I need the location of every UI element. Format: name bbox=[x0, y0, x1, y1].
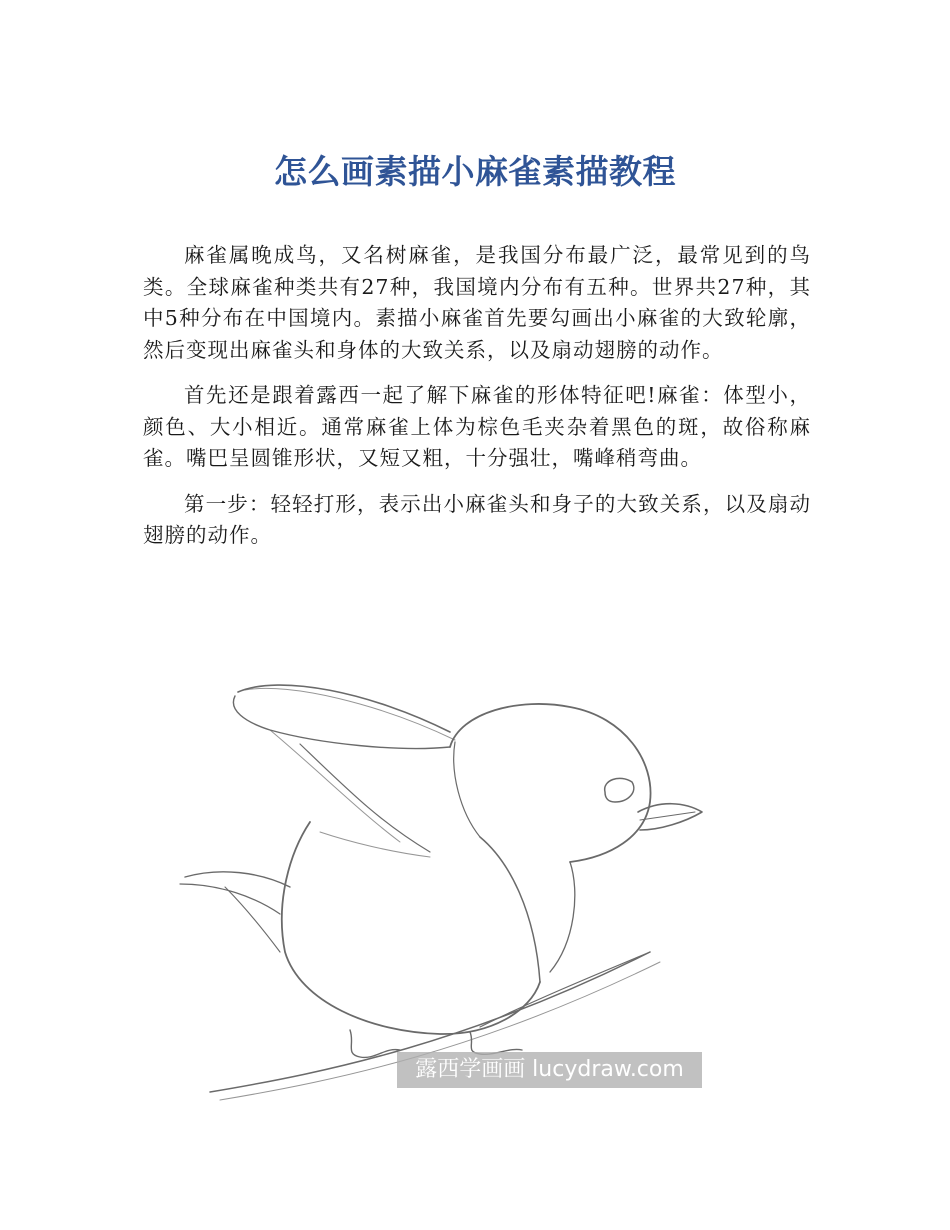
sparrow-sketch-figure bbox=[150, 652, 710, 1102]
paragraph-step-one: 第一步：轻轻打形，表示出小麻雀头和身子的大致关系，以及扇动翅膀的动作。 bbox=[143, 491, 811, 547]
watermark: 露西学画画 lucydraw.com bbox=[397, 1052, 702, 1088]
sparrow-sketch-image bbox=[150, 652, 710, 1102]
paragraph-intro: 麻雀属晚成鸟，又名树麻雀，是我国分布最广泛，最常见到的鸟类。全球麻雀种类共有27种，我国境内分布有五种。世界共27种，其中5种分布在中国境内。素描小麻雀首先要勾画出小麻雀的大致轮廓，然后变现出麻雀头和身体的大致关系，以及扇动翅膀的动作。 bbox=[143, 243, 811, 362]
article-body bbox=[143, 240, 811, 566]
paragraph-features: 首先还是跟着露西一起了解下麻雀的形体特征吧!麻雀：体型小，颜色、大小相近。通常麻雀上体为棕色毛夹杂着黑色的斑，故俗称麻雀。嘴巴呈圆锥形状，又短又粗，十分强壮，嘴峰稍弯曲。 bbox=[143, 383, 811, 470]
page-title: 怎么画素描小麻雀素描教程 bbox=[274, 152, 676, 191]
